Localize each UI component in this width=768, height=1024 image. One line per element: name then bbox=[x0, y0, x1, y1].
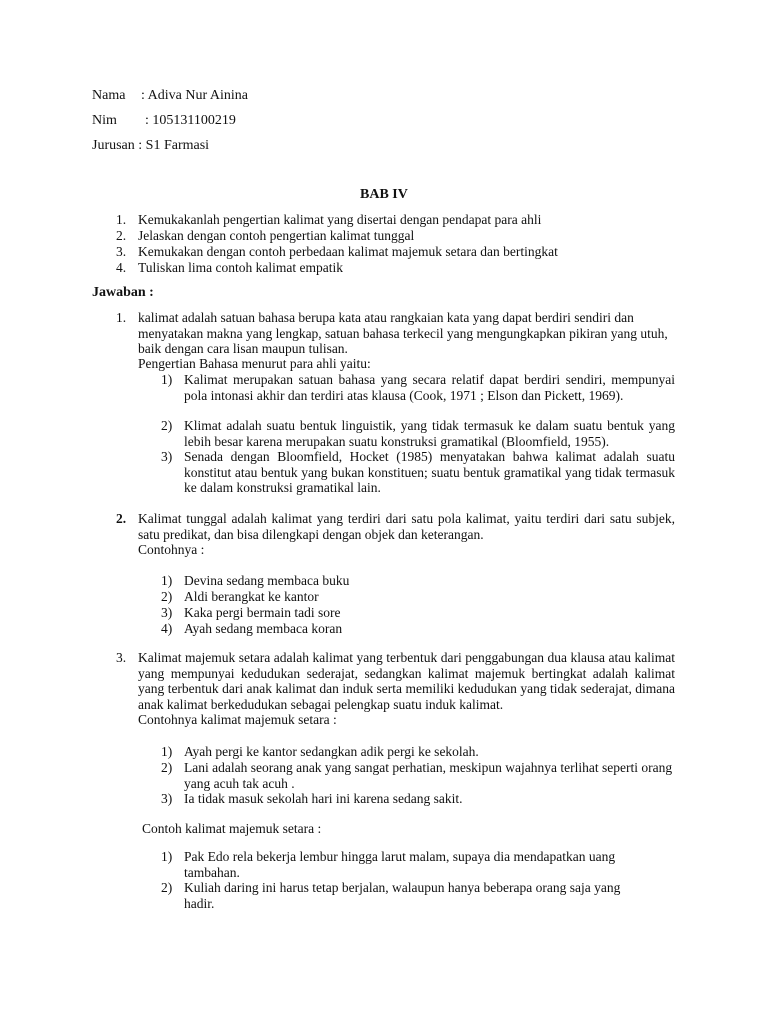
answer1-item-text: Senada dengan Bloomfield, Hocket (1985) menyatakan bahwa kalimat adalah suatu konstitut atau bentuk yang bukan konstituen; suatu bentuk gramatikal yang tidak termasuk ke dalam konstruksi gramatikal lain. bbox=[184, 449, 675, 495]
answer-number: 2. bbox=[116, 511, 127, 526]
answer-number: 1. bbox=[116, 310, 127, 325]
question-number: 1. bbox=[116, 212, 127, 227]
answer1-text: kalimat adalah satuan bahasa berupa kata atau rangkaian kata yang dapat berdiri sendiri dan menyatakan makna yang lengkap, satuan bahasa terkecil yang mengungkapkan pikiran yang utuh, baik dengan cara lisan maupun tulisan. bbox=[138, 310, 668, 356]
answer3-item-number: 3) bbox=[161, 791, 173, 806]
answer3-item2-number: 2) bbox=[161, 880, 173, 895]
answer2-item-number: 1) bbox=[161, 573, 173, 588]
question-number: 3. bbox=[116, 244, 127, 259]
answer3-item-text: Lani adalah seorang anak yang sangat perhatian, meskipun wajahnya terlihat seperti orang yang acuh tak acuh . bbox=[184, 760, 673, 791]
answer2-item-number: 4) bbox=[161, 621, 173, 636]
answer-number: 3. bbox=[116, 650, 127, 665]
answer3-item2-text: Kuliah daring ini harus tetap berjalan, walaupun hanya beberapa orang saja yang hadir. bbox=[184, 880, 621, 911]
question-number: 2. bbox=[116, 228, 127, 243]
nama-value: : Adiva Nur Ainina bbox=[141, 88, 248, 103]
nim-value: : 105131100219 bbox=[145, 113, 236, 128]
answer2-item-text: Ayah sedang membaca koran bbox=[184, 621, 343, 636]
answer2-item-text: Aldi berangkat ke kantor bbox=[184, 589, 319, 604]
answer1-item-number: 3) bbox=[161, 449, 173, 464]
page-title: BAB IV bbox=[360, 187, 408, 202]
nim-label: Nim bbox=[92, 113, 117, 128]
question-text: Tuliskan lima contoh kalimat empatik bbox=[138, 260, 343, 275]
answer3-intro: Contohnya kalimat majemuk setara : bbox=[138, 712, 337, 727]
answer2-item-text: Devina sedang membaca buku bbox=[184, 573, 350, 588]
jurusan-line: Jurusan : S1 Farmasi bbox=[92, 138, 210, 153]
answer1-intro: Pengertian Bahasa menurut para ahli yaitu: bbox=[138, 356, 371, 371]
answer2-item-number: 2) bbox=[161, 589, 173, 604]
question-text: Kemukakanlah pengertian kalimat yang disertai dengan pendapat para ahli bbox=[138, 212, 542, 227]
answer3-item-text: Ia tidak masuk sekolah hari ini karena sedang sakit. bbox=[184, 791, 463, 806]
answer3-item2-text: Pak Edo rela bekerja lembur hingga larut malam, supaya dia mendapatkan uang tambahan. bbox=[184, 849, 616, 880]
question-text: Kemukakan dengan contoh perbedaan kalimat majemuk setara dan bertingkat bbox=[138, 244, 558, 259]
answer2-item-number: 3) bbox=[161, 605, 173, 620]
question-text: Jelaskan dengan contoh pengertian kalimat tunggal bbox=[138, 228, 415, 243]
answer2-intro: Contohnya : bbox=[138, 542, 205, 557]
nama-label: Nama bbox=[92, 88, 126, 103]
answer1-item-number: 1) bbox=[161, 372, 173, 387]
answer1-item-text: Klimat adalah suatu bentuk linguistik, yang tidak termasuk ke dalam suatu bentuk yang lebih besar karena merupakan suatu konstruksi gramatikal (Bloomfield, 1955). bbox=[184, 418, 675, 449]
answer2-item-text: Kaka pergi bermain tadi sore bbox=[184, 605, 341, 620]
answer3-item-text: Ayah pergi ke kantor sedangkan adik pergi ke sekolah. bbox=[184, 744, 479, 759]
answer3-text: Kalimat majemuk setara adalah kalimat yang terbentuk dari penggabungan dua klausa atau kalimat yang mempunyai kedudukan sederajat, sedangkan kalimat majemuk bertingkat adalah kalimat yang terbentuk dari anak kalimat dan induk serta memiliki kedudukan yang tidak sederajat, dimana anak kalimat berkedudukan sebagai pelengkap suatu induk kalimat. bbox=[138, 650, 675, 712]
answer1-item-text: Kalimat merupakan satuan bahasa yang secara relatif dapat berdiri sendiri, mempunyai pola intonasi akhir dan terdiri atas klausa (Cook, 1971 ; Elson dan Pickett, 1969). bbox=[184, 372, 675, 403]
answer3-item-number: 1) bbox=[161, 744, 173, 759]
answer3-item-number: 2) bbox=[161, 760, 173, 775]
answer1-item-number: 2) bbox=[161, 418, 173, 433]
answer3-intro2: Contoh kalimat majemuk setara : bbox=[142, 821, 322, 836]
answer3-item2-number: 1) bbox=[161, 849, 173, 864]
answers-heading: Jawaban : bbox=[92, 285, 154, 300]
answer2-text: Kalimat tunggal adalah kalimat yang terdiri dari satu pola kalimat, yaitu terdiri dari satu subjek, satu predikat, dan bisa dilengkapi dengan objek dan keterangan. bbox=[138, 511, 675, 542]
question-number: 4. bbox=[116, 260, 127, 275]
